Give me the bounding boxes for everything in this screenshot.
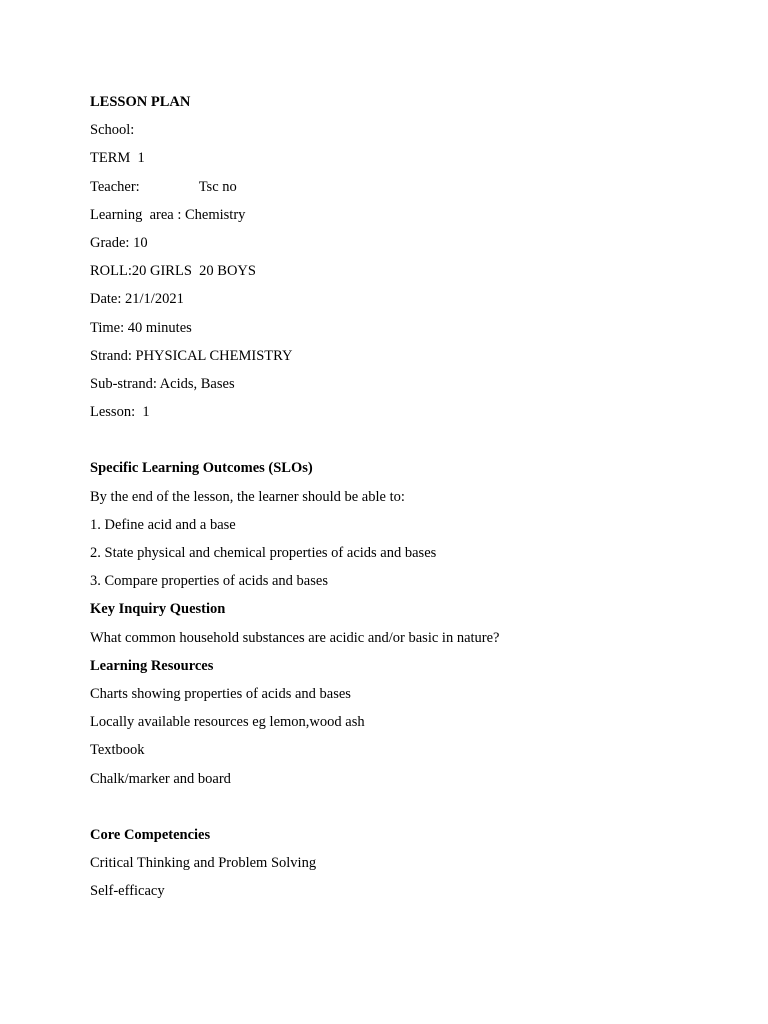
key-inquiry-heading: Key Inquiry Question [90, 601, 226, 618]
spacer [90, 429, 710, 457]
term-field: TERM 1 [90, 150, 145, 167]
time-field: Time: 40 minutes [90, 319, 192, 336]
school-field: School: [90, 122, 135, 139]
grade-field: Grade: 10 [90, 234, 148, 251]
lesson-field: Lesson: 1 [90, 404, 150, 421]
teacher-row [90, 176, 710, 204]
roll-field: ROLL:20 GIRLS 20 BOYS [90, 263, 256, 280]
resource-item: Locally available resources eg lemon,wood ash [90, 714, 365, 731]
tsc-field: Tsc no [198, 178, 237, 195]
competency-item: Critical Thinking and Problem Solving [90, 855, 317, 872]
document-title: LESSON PLAN [90, 94, 191, 110]
learning-area-field: Learning area : Chemistry [90, 206, 246, 223]
slo-item: 3. Compare properties of acids and bases [90, 573, 328, 590]
document-page [90, 91, 710, 908]
core-competencies-heading: Core Competencies [90, 826, 211, 843]
teacher-field: Teacher: [90, 178, 140, 195]
learning-resources-heading: Learning Resources [90, 657, 214, 674]
resource-item: Chalk/marker and board [90, 770, 231, 787]
date-field: Date: 21/1/2021 [90, 291, 184, 308]
slo-intro: By the end of the lesson, the learner should be able to: [90, 488, 405, 505]
resource-item: Charts showing properties of acids and bases [90, 685, 351, 702]
key-inquiry-question: What common household substances are acidic and/or basic in nature? [90, 629, 500, 646]
sub-strand-field: Sub-strand: Acids, Bases [90, 375, 235, 392]
slo-item: 2. State physical and chemical properties of acids and bases [90, 545, 437, 561]
competency-item: Self-efficacy [90, 883, 165, 900]
slo-item: 1. Define acid and a base [90, 516, 236, 533]
spacer [90, 796, 710, 824]
strand-field: Strand: PHYSICAL CHEMISTRY [90, 347, 293, 364]
resource-item: Textbook [90, 742, 145, 759]
slo-heading: Specific Learning Outcomes (SLOs) [90, 460, 313, 477]
